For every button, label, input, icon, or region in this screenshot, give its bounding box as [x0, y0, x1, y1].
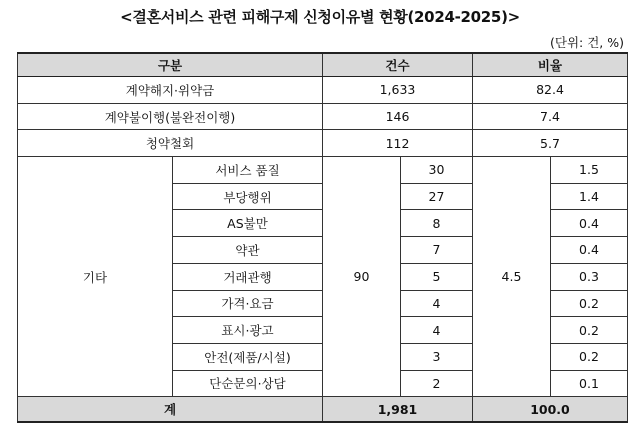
sub-row-count: 7 — [401, 237, 473, 264]
table-row — [18, 130, 628, 157]
document-title: <결혼서비스 관련 피해구제 신청이유별 현황(2024-2025)> — [120, 8, 520, 26]
sub-row-ratio: 0.4 — [551, 237, 628, 264]
sub-row-count: 4 — [401, 290, 473, 317]
row-ratio: 5.7 — [473, 130, 628, 157]
total-ratio: 100.0 — [473, 397, 628, 423]
other-group-count: 90 — [323, 157, 401, 397]
sub-row-ratio: 0.4 — [551, 210, 628, 237]
sub-row-ratio: 0.3 — [551, 263, 628, 290]
sub-row-ratio: 0.2 — [551, 343, 628, 370]
row-label: 계약불이행(불완전이행) — [18, 103, 323, 130]
row-label: 청약철회 — [18, 130, 323, 157]
table-row — [18, 77, 628, 104]
sub-row-ratio: 0.1 — [551, 370, 628, 397]
sub-row-label: 서비스 품질 — [173, 157, 323, 184]
sub-row-count: 3 — [401, 343, 473, 370]
row-ratio: 7.4 — [473, 103, 628, 130]
row-label: 계약해지·위약금 — [18, 77, 323, 104]
sub-row-count: 8 — [401, 210, 473, 237]
sub-row-ratio: 1.4 — [551, 183, 628, 210]
total-row — [18, 397, 628, 423]
header-category: 구분 — [18, 53, 323, 77]
sub-row-ratio: 0.2 — [551, 317, 628, 344]
sub-row-count: 27 — [401, 183, 473, 210]
row-count: 1,633 — [323, 77, 473, 104]
table-row — [18, 103, 628, 130]
table-row — [18, 157, 628, 184]
sub-row-label: 단순문의·상담 — [173, 370, 323, 397]
sub-row-label: 가격·요금 — [173, 290, 323, 317]
table-header-row — [18, 53, 628, 77]
row-count: 146 — [323, 103, 473, 130]
sub-row-ratio: 0.2 — [551, 290, 628, 317]
header-ratio: 비율 — [473, 53, 628, 77]
total-label: 계 — [18, 397, 323, 423]
sub-row-label: 거래관행 — [173, 263, 323, 290]
sub-row-count: 4 — [401, 317, 473, 344]
sub-row-count: 5 — [401, 263, 473, 290]
sub-row-label: 표시·광고 — [173, 317, 323, 344]
total-count: 1,981 — [323, 397, 473, 423]
header-count: 건수 — [323, 53, 473, 77]
unit-note: (단위: 건, %) — [550, 35, 624, 50]
sub-row-label: 안전(제품/시설) — [173, 343, 323, 370]
other-group-ratio: 4.5 — [473, 157, 551, 397]
other-group-label: 기타 — [18, 157, 173, 397]
row-count: 112 — [323, 130, 473, 157]
sub-row-label: 약관 — [173, 237, 323, 264]
row-ratio: 82.4 — [473, 77, 628, 104]
sub-row-label: AS불만 — [173, 210, 323, 237]
sub-row-count: 2 — [401, 370, 473, 397]
sub-row-ratio: 1.5 — [551, 157, 628, 184]
sub-row-count: 30 — [401, 157, 473, 184]
sub-row-label: 부당행위 — [173, 183, 323, 210]
complaint-reason-table — [17, 52, 628, 423]
